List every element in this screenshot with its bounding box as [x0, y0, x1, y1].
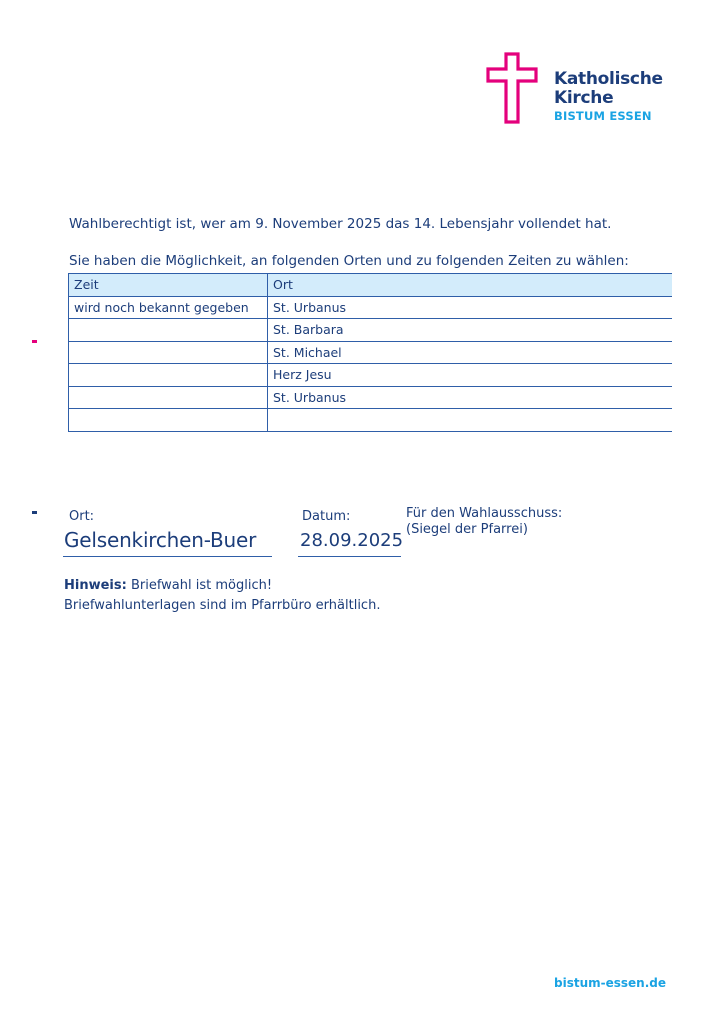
committee-block	[406, 506, 562, 538]
margin-marker	[32, 340, 37, 343]
logo-text-katholische: Katholische	[554, 69, 663, 89]
table-row	[69, 386, 673, 409]
table-row	[69, 341, 673, 364]
cross-logo-icon	[486, 52, 538, 124]
hint-text-2: Briefwahlunterlagen sind im Pfarrbüro erhältlich.	[64, 598, 381, 613]
date-value: 28.09.2025	[300, 530, 404, 551]
voting-locations-table	[68, 273, 672, 432]
cell-ort	[268, 409, 673, 432]
logo-text-bistum-essen: BISTUM ESSEN	[554, 109, 652, 123]
hint-block	[64, 576, 380, 616]
eligibility-text: Wahlberechtigt ist, wer am 9. November 2025 das 14. Lebensjahr vollendet hat.	[69, 216, 612, 232]
hint-label: Hinweis:	[64, 578, 127, 593]
cell-zeit	[69, 386, 268, 409]
table-row	[69, 364, 673, 387]
seal-note: (Siegel der Pfarrei)	[406, 522, 528, 537]
logo	[486, 52, 676, 126]
place-underline	[63, 556, 272, 557]
cell-zeit	[69, 341, 268, 364]
options-text: Sie haben die Möglichkeit, an folgenden Orten und zu folgenden Zeiten zu wählen:	[69, 253, 629, 269]
cell-ort: St. Michael	[268, 341, 673, 364]
table-row	[69, 409, 673, 432]
cell-ort: St. Barbara	[268, 319, 673, 342]
place-value: Gelsenkirchen-Buer	[64, 528, 257, 552]
cell-zeit	[69, 409, 268, 432]
cell-ort: St. Urbanus	[268, 296, 673, 319]
cell-ort: St. Urbanus	[268, 386, 673, 409]
header-ort: Ort	[268, 274, 673, 297]
cell-zeit	[69, 319, 268, 342]
date-underline	[298, 556, 401, 557]
hint-text-1: Briefwahl ist möglich!	[126, 578, 273, 593]
cell-ort: Herz Jesu	[268, 364, 673, 387]
cell-zeit	[69, 364, 268, 387]
table-header-row	[69, 274, 673, 297]
date-label: Datum:	[302, 509, 351, 524]
margin-marker	[32, 511, 37, 514]
table-row	[69, 319, 673, 342]
place-label: Ort:	[69, 509, 95, 524]
table-row	[69, 296, 673, 319]
logo-text-kirche: Kirche	[554, 88, 614, 108]
cell-zeit: wird noch bekannt gegeben	[69, 296, 268, 319]
footer-website-link[interactable]: bistum-essen.de	[554, 976, 667, 990]
header-zeit: Zeit	[69, 274, 268, 297]
committee-title: Für den Wahlausschuss:	[406, 506, 563, 521]
